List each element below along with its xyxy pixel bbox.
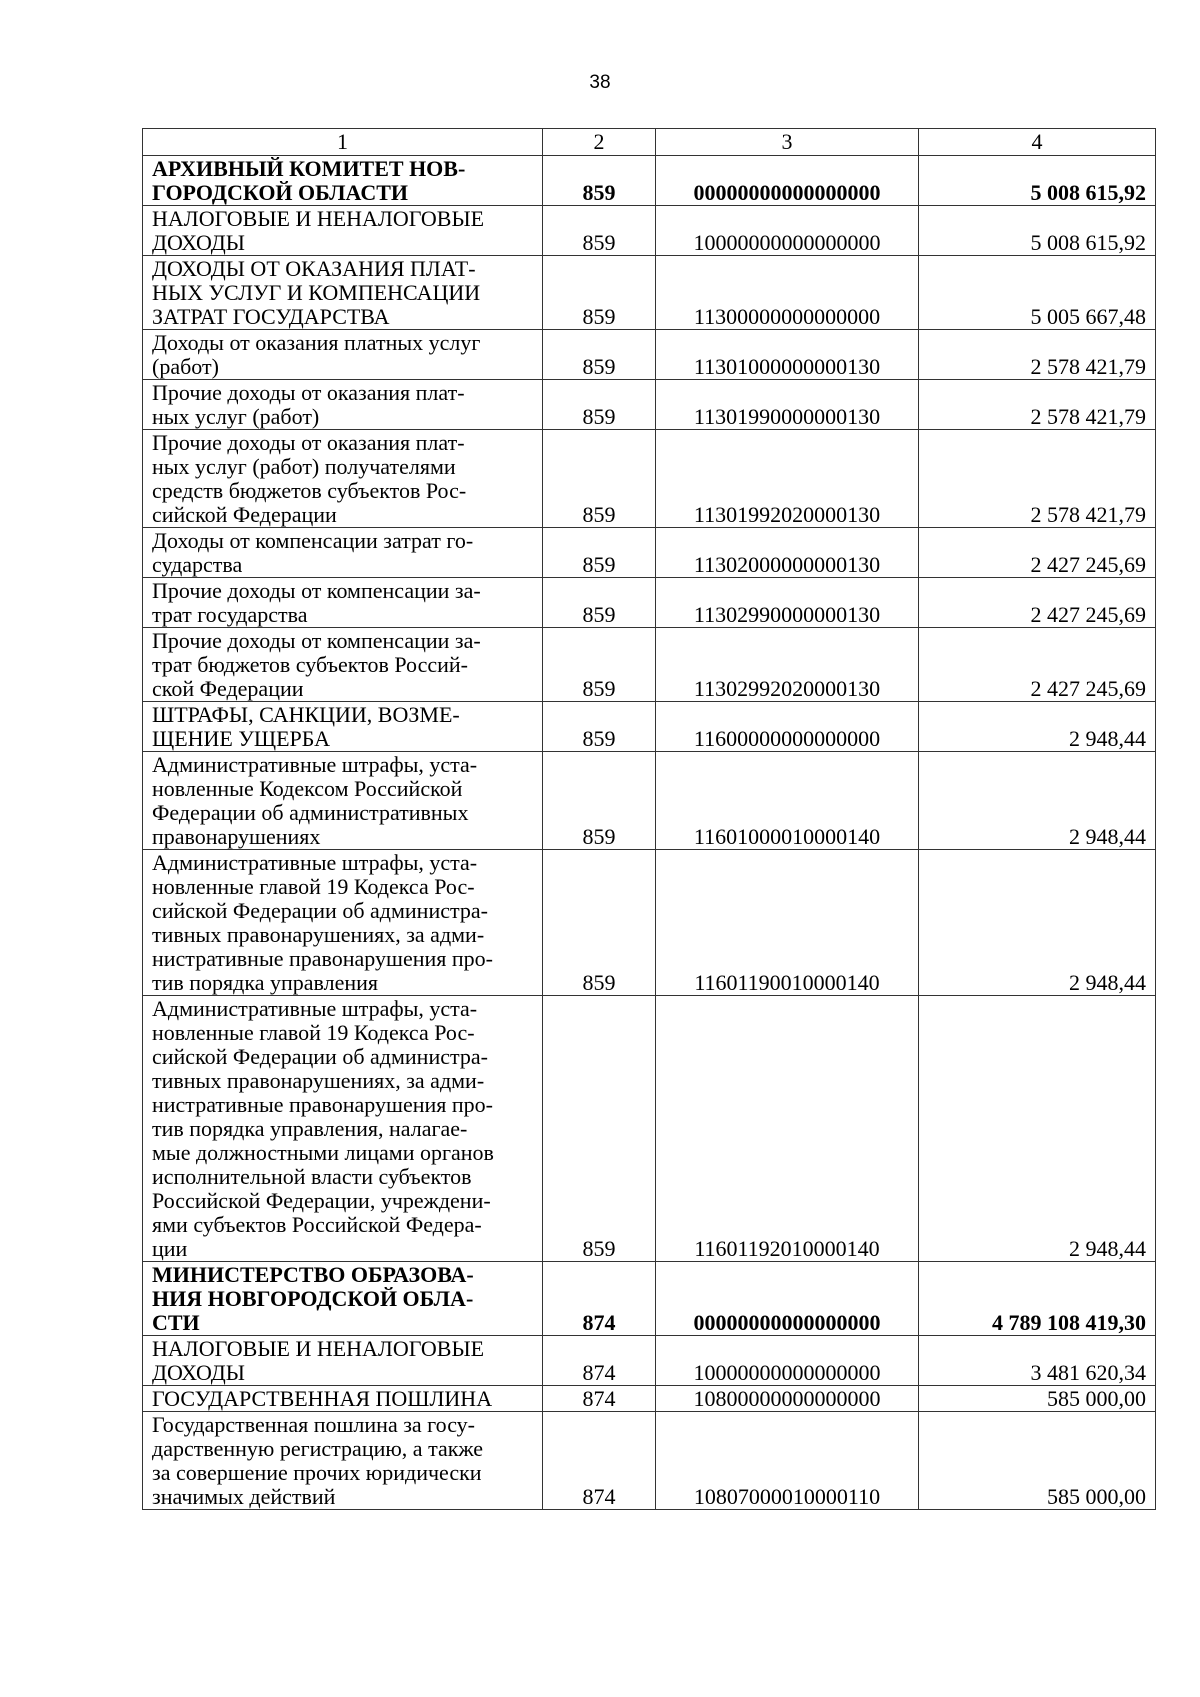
table-row [143, 752, 1156, 850]
row-amount-cell: 4 789 108 419,30 [919, 1262, 1156, 1336]
row-name-cell: МИНИСТЕРСТВО ОБРАЗОВА- НИЯ НОВГОРОДСКОЙ ОБЛА- СТИ [143, 1262, 543, 1336]
row-budget-code-cell: 11301992020000130 [656, 430, 919, 528]
table-row [143, 1262, 1156, 1336]
row-name-cell: ГОСУДАРСТВЕННАЯ ПОШЛИНА [143, 1386, 543, 1412]
row-name-cell: Административные штрафы, уста- новленные Кодексом Российской Федерации об административных правонарушениях [143, 752, 543, 850]
table-row [143, 528, 1156, 578]
row-budget-code-cell: 00000000000000000 [656, 156, 919, 206]
row-amount-cell: 585 000,00 [919, 1412, 1156, 1510]
header-col-1: 1 [143, 129, 543, 156]
row-name-cell: Доходы от компенсации затрат го- сударства [143, 528, 543, 578]
row-amount-cell: 2 427 245,69 [919, 578, 1156, 628]
table-row [143, 430, 1156, 528]
table-row [143, 702, 1156, 752]
row-admin-code-cell: 859 [543, 578, 656, 628]
row-admin-code-cell: 859 [543, 206, 656, 256]
row-amount-cell: 5 005 667,48 [919, 256, 1156, 330]
row-admin-code-cell: 874 [543, 1412, 656, 1510]
row-admin-code-cell: 859 [543, 702, 656, 752]
table-row [143, 380, 1156, 430]
row-budget-code-cell: 11302992020000130 [656, 628, 919, 702]
row-budget-code-cell: 11300000000000000 [656, 256, 919, 330]
table-row [143, 850, 1156, 996]
header-col-3: 3 [656, 129, 919, 156]
row-name-cell: Доходы от оказания платных услуг (работ) [143, 330, 543, 380]
table-row [143, 330, 1156, 380]
row-admin-code-cell: 859 [543, 628, 656, 702]
row-amount-cell: 2 427 245,69 [919, 628, 1156, 702]
row-admin-code-cell: 859 [543, 752, 656, 850]
row-amount-cell: 2 948,44 [919, 996, 1156, 1262]
row-budget-code-cell: 11302990000000130 [656, 578, 919, 628]
row-name-cell: НАЛОГОВЫЕ И НЕНАЛОГОВЫЕ ДОХОДЫ [143, 206, 543, 256]
row-budget-code-cell: 11301000000000130 [656, 330, 919, 380]
row-admin-code-cell: 859 [543, 528, 656, 578]
table-header-row [143, 129, 1156, 156]
row-amount-cell: 2 948,44 [919, 850, 1156, 996]
revenue-table [142, 128, 1156, 1510]
row-amount-cell: 2 578 421,79 [919, 380, 1156, 430]
row-name-cell: Административные штрафы, уста- новленные главой 19 Кодекса Рос- сийской Федерации об администра- тивных правонарушениях, за адми- нистративные правонарушения про- тив порядка управления [143, 850, 543, 996]
row-admin-code-cell: 859 [543, 156, 656, 206]
row-budget-code-cell: 10800000000000000 [656, 1386, 919, 1412]
row-amount-cell: 585 000,00 [919, 1386, 1156, 1412]
row-budget-code-cell: 10000000000000000 [656, 1336, 919, 1386]
header-col-4: 4 [919, 129, 1156, 156]
row-name-cell: Прочие доходы от оказания плат- ных услуг (работ) [143, 380, 543, 430]
row-budget-code-cell: 10807000010000110 [656, 1412, 919, 1510]
row-amount-cell: 5 008 615,92 [919, 156, 1156, 206]
row-admin-code-cell: 859 [543, 996, 656, 1262]
table-row [143, 156, 1156, 206]
row-name-cell: ШТРАФЫ, САНКЦИИ, ВОЗМЕ- ЩЕНИЕ УЩЕРБА [143, 702, 543, 752]
row-name-cell: Административные штрафы, уста- новленные главой 19 Кодекса Рос- сийской Федерации об администра- тивных правонарушениях, за адми- нистративные правонарушения про- тив порядка управления, налагае- мые должностными лицами органов исполнительной власти субъектов Российской Федерации, учреждени- ями субъектов Российской Федера- ции [143, 996, 543, 1262]
row-admin-code-cell: 859 [543, 256, 656, 330]
row-admin-code-cell: 859 [543, 430, 656, 528]
row-amount-cell: 2 427 245,69 [919, 528, 1156, 578]
row-admin-code-cell: 874 [543, 1262, 656, 1336]
table-row [143, 206, 1156, 256]
row-budget-code-cell: 11601000010000140 [656, 752, 919, 850]
table-row [143, 578, 1156, 628]
row-amount-cell: 2 578 421,79 [919, 430, 1156, 528]
row-name-cell: НАЛОГОВЫЕ И НЕНАЛОГОВЫЕ ДОХОДЫ [143, 1336, 543, 1386]
row-amount-cell: 2 948,44 [919, 752, 1156, 850]
row-budget-code-cell: 11302000000000130 [656, 528, 919, 578]
row-budget-code-cell: 11600000000000000 [656, 702, 919, 752]
table-row [143, 628, 1156, 702]
table-row [143, 996, 1156, 1262]
row-amount-cell: 3 481 620,34 [919, 1336, 1156, 1386]
row-admin-code-cell: 859 [543, 850, 656, 996]
row-budget-code-cell: 11601190010000140 [656, 850, 919, 996]
row-name-cell: Прочие доходы от компенсации за- трат бюджетов субъектов Россий- ской Федерации [143, 628, 543, 702]
row-budget-code-cell: 00000000000000000 [656, 1262, 919, 1336]
row-amount-cell: 2 948,44 [919, 702, 1156, 752]
row-name-cell: Государственная пошлина за госу- дарственную регистрацию, а также за совершение прочих юридически значимых действий [143, 1412, 543, 1510]
table-row [143, 256, 1156, 330]
row-budget-code-cell: 11601192010000140 [656, 996, 919, 1262]
row-admin-code-cell: 874 [543, 1386, 656, 1412]
page-number: 38 [589, 72, 611, 93]
table-row [143, 1412, 1156, 1510]
row-budget-code-cell: 11301990000000130 [656, 380, 919, 430]
table-row [143, 1386, 1156, 1412]
row-name-cell: Прочие доходы от оказания плат- ных услуг (работ) получателями средств бюджетов субъектов Рос- сийской Федерации [143, 430, 543, 528]
row-name-cell: АРХИВНЫЙ КОМИТЕТ НОВ- ГОРОДСКОЙ ОБЛАСТИ [143, 156, 543, 206]
row-name-cell: ДОХОДЫ ОТ ОКАЗАНИЯ ПЛАТ- НЫХ УСЛУГ И КОМПЕНСАЦИИ ЗАТРАТ ГОСУДАРСТВА [143, 256, 543, 330]
row-admin-code-cell: 859 [543, 330, 656, 380]
header-col-2: 2 [543, 129, 656, 156]
table-row [143, 1336, 1156, 1386]
row-admin-code-cell: 859 [543, 380, 656, 430]
row-amount-cell: 2 578 421,79 [919, 330, 1156, 380]
row-budget-code-cell: 10000000000000000 [656, 206, 919, 256]
row-admin-code-cell: 874 [543, 1336, 656, 1386]
row-name-cell: Прочие доходы от компенсации за- трат государства [143, 578, 543, 628]
row-amount-cell: 5 008 615,92 [919, 206, 1156, 256]
